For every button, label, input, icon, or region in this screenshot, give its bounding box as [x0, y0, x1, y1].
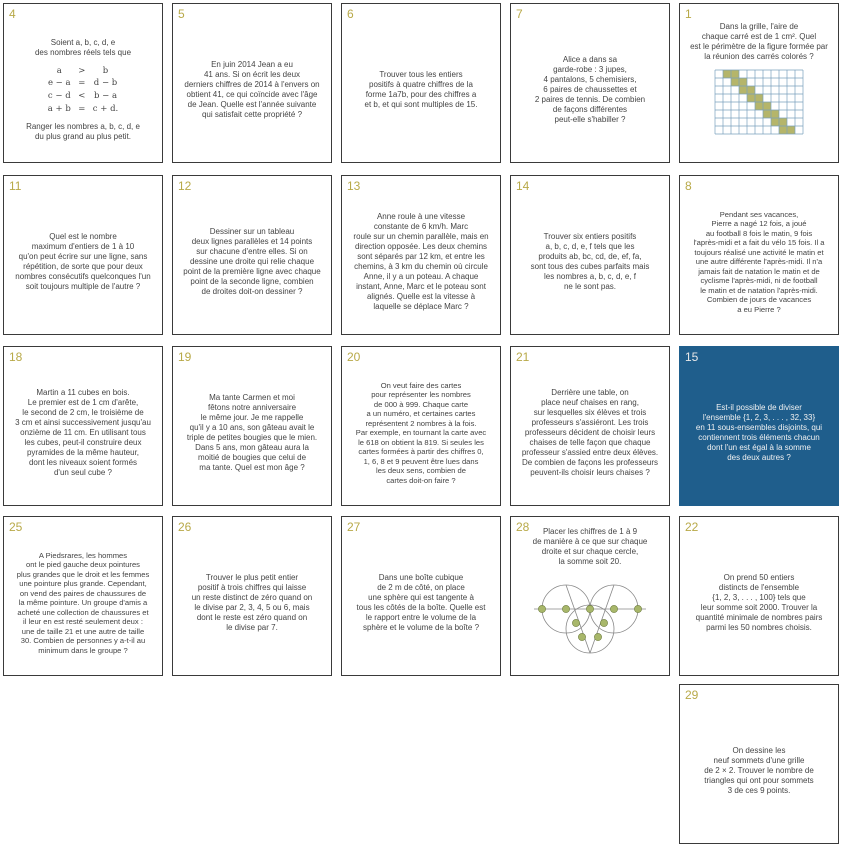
card-number: 25: [9, 520, 23, 534]
puzzle-card-15: [679, 346, 839, 506]
eq-right: c + d.: [92, 103, 119, 114]
card-number: 1: [685, 7, 692, 21]
card-text: On veut faire des cartes pour représenter les nombres de 000 à 999. Chaque carte a un numéro, et certaines cartes représentent 2 nombres à la fois. Par exemple, en tournant la carte avec le 618 on obtient la 819. Si seules les cartes formées à partir des chiffres 0, 1, 6, 8 et 9 peuvent être lues dans les deux sens, combien de cartes doit-on faire ?: [355, 380, 487, 485]
card-number: 22: [685, 520, 699, 534]
digit-slot: [634, 605, 641, 612]
puzzle-card-6: [341, 3, 501, 163]
puzzle-card-18: [3, 346, 163, 506]
card-text: Trouver six entiers positifs a, b, c, d, e, f tels que les produits ab, bc, cd, de, ef, fa, sont tous des cubes parfaits mais les nombres a, b, c, d, e, f ne le sont pas.: [530, 232, 650, 291]
card-number: 15: [685, 350, 699, 364]
colored-square: [787, 126, 795, 134]
card-text: Dans une boîte cubique de 2 m de côté, on place une sphère qui est tangente à tous les côtés de la boîte. Quelle est le rapport entre le volume de la sphère et le volume de la boîte ?: [356, 573, 486, 632]
card-number: 29: [685, 688, 699, 702]
digit-slot: [586, 605, 593, 612]
card-number: 5: [178, 7, 185, 21]
circles-and-lines-figure: [530, 571, 650, 659]
puzzle-card-20: [341, 346, 501, 506]
digit-slot: [600, 619, 607, 626]
card-text: Anne roule à une vitesse constante de 6 km/h. Marc roule sur un chemin parallèle, mais en direction opposée. Les deux chemins sont séparés par 12 km, et entre les chemins, à 3 km du chemin où circule Anne, il y a un poteau. A chaque instant, Anne, Marc et le poteau sont alignés. Quelle est la vitesse à laquelle se déplace Marc ?: [353, 212, 489, 311]
puzzle-card-28: [510, 516, 670, 676]
card-number: 27: [347, 520, 361, 534]
figure-line: [566, 585, 590, 653]
card-text: Dans la grille, l'aire de chaque carré est de 1 cm². Quel est le périmètre de la figure formée par la réunion des carrés colorés ?: [690, 22, 828, 61]
card-number: 12: [178, 179, 192, 193]
puzzle-card-8: [679, 175, 839, 335]
eq-left: a: [56, 65, 62, 76]
puzzle-card-29: [679, 684, 839, 844]
card-text: En juin 2014 Jean a eu 41 ans. Si on écrit les deux derniers chiffres de 2014 à l'envers on obtient 41, ce qui coïncide avec l'âge de Jean. Quelle est l'année suivante qui satisfait cette propriété ?: [184, 60, 320, 119]
colored-square: [747, 94, 755, 102]
card-number: 8: [685, 179, 692, 193]
card-text: Pendant ses vacances, Pierre a nagé 12 fois, a joué au football 8 fois le matin, 9 fois l'après-midi et a fait du vélo 15 fois. Il a toujours réalisé une activité le matin et une autre différente l'après-midi. Il n'a jamais fait de natation le matin et de cyclisme l'après-midi, ni de football le matin et de natation l'après-midi. Combien de jours de vacances a eu Pierre ?: [693, 209, 825, 314]
colored-square: [779, 126, 787, 134]
puzzle-card-22: [679, 516, 839, 676]
card-number: 6: [347, 7, 354, 21]
inequality-system: [48, 66, 118, 115]
eq-op: <: [78, 91, 86, 101]
puzzle-card-21: [510, 346, 670, 506]
colored-square: [731, 70, 739, 78]
card-number: 4: [9, 7, 16, 21]
card-text: Alice a dans sa garde-robe : 3 jupes, 4 pantalons, 5 chemisiers, 6 paires de chaussettes et 2 paires de tennis. De combien de façons différentes peut-elle s'habiller ?: [534, 55, 646, 124]
card-text: Ranger les nombres a, b, c, d, e du plus grand au plus petit.: [26, 122, 140, 142]
puzzle-card-19: [172, 346, 332, 506]
colored-square: [755, 102, 763, 110]
puzzle-card-27: [341, 516, 501, 676]
colored-square: [739, 78, 747, 86]
colored-square: [771, 110, 779, 118]
eq-op: =: [78, 103, 86, 114]
puzzle-card-13: [341, 175, 501, 335]
colored-square: [755, 94, 763, 102]
card-text: Est-il possible de diviser l'ensemble {1, 2, 3, . . . , 32, 33} en 11 sous-ensembles disjoints, qui contiennent trois éléments chacun dont l'un est égal à la somme des deux autres ?: [695, 403, 823, 462]
eq-left: c − d: [47, 91, 71, 101]
card-text: Soient a, b, c, d, e des nombres réels tels que: [34, 37, 132, 57]
puzzle-card-1: [679, 3, 839, 163]
puzzle-card-5: [172, 3, 332, 163]
digit-slot: [594, 633, 601, 640]
card-number: 13: [347, 179, 361, 193]
figure-line: [590, 585, 614, 653]
colored-square: [723, 70, 731, 78]
digit-slot: [562, 605, 569, 612]
card-text: Trouver tous les entiers positifs à quatre chiffres de la forme 1a7b, pour des chiffres a et b, et qui sont multiples de 15.: [364, 70, 478, 109]
card-text: Derrière une table, on place neuf chaises en rang, sur lesquelles six élèves et trois professeurs s'assiéront. Les trois professeurs décident de choisir leurs chaises de telle façon que chaque professeur s'assied entre deux élèves. De combien de façons les professeurs peuvent-ils choisir leurs chaises ?: [521, 388, 659, 477]
digit-slot: [610, 605, 617, 612]
colored-square: [763, 102, 771, 110]
digit-slot: [538, 605, 545, 612]
puzzle-card-11: [3, 175, 163, 335]
card-number: 18: [9, 350, 23, 364]
card-number: 7: [516, 7, 523, 21]
eq-right: d − b: [93, 78, 118, 89]
card-text: Placer les chiffres de 1 à 9 de manière à ce que sur chaque droite et sur chaque cercle, la somme soit 20.: [532, 527, 648, 566]
card-text: Martin a 11 cubes en bois. Le premier est de 1 cm d'arête, le second de 2 cm, le troisième de 3 cm et ainsi successivement jusqu'au onzième de 11 cm. En utilisant tous les cubes, peut-il construire deux pyramides de la même hauteur, dont les niveaux soient formés d'un seul cube ?: [15, 388, 151, 477]
card-number: 14: [516, 179, 530, 193]
colored-square: [763, 110, 771, 118]
colored-square: [747, 86, 755, 94]
card-number: 26: [178, 520, 192, 534]
card-number: 11: [9, 179, 22, 193]
card-text: On prend 50 entiers distincts de l'ensemble {1, 2, 3, . . . , 100} tels que leur somme soit 2000. Trouver la quantité minimale de nombres pairs parmi les 50 nombres choisis.: [695, 573, 823, 632]
puzzle-card-26: [172, 516, 332, 676]
colored-square: [739, 86, 747, 94]
colored-square: [771, 118, 779, 126]
puzzle-card-7: [510, 3, 670, 163]
eq-right: b − a: [93, 91, 118, 101]
puzzle-card-25: [3, 516, 163, 676]
colored-square: [731, 78, 739, 86]
digit-slot: [572, 619, 579, 626]
eq-op: >: [78, 65, 86, 76]
card-number: 21: [516, 350, 530, 364]
card-text: Ma tante Carmen et moi fêtons notre anniversaire le même jour. Je me rappelle qu'il y a 10 ans, son gâteau avait le triple de petites bougies que le mien. Dans 5 ans, mon gâteau aura la moitié de bougies que celui de ma tante. Quel est mon âge ?: [186, 393, 318, 472]
colored-square: [779, 118, 787, 126]
card-text: On dessine les neuf sommets d'une grille de 2 × 2. Trouver le nombre de triangles qui ont pour sommets 3 de ces 9 points.: [704, 746, 814, 795]
puzzle-card-12: [172, 175, 332, 335]
card-text: A Piedsrares, les hommes ont le pied gauche deux pointures plus grandes que le droit et les femmes une pointure plus grande. Cependant, on vend des paires de chaussures de la même pointure. Un groupe d'amis a acheté une collection de chaussures et il leur en est resté seulement deux : une de taille 21 et une autre de taille 30. Combien de personnes y a-t-il au minimum dans le groupe ?: [16, 550, 150, 655]
puzzle-card-14: [510, 175, 670, 335]
card-text: Dessiner sur un tableau deux lignes parallèles et 14 points sur chacune d'entre elles. Si on dessine une droite qui relie chaque point de la première ligne avec chaque point de la seconde ligne, combien de droites doit-on dessiner ?: [183, 227, 321, 296]
card-text: Quel est le nombre maximum d'entiers de 1 à 10 qu'on peut écrire sur une ligne, sans répétition, de sorte que pour deux nombres consécutifs quelconques l'un soit toujours multiple de l'autre ?: [15, 232, 151, 291]
colored-squares-grid: [713, 68, 805, 140]
eq-left: a + b: [47, 103, 71, 114]
card-number: 19: [178, 350, 192, 364]
card-number: 20: [347, 350, 361, 364]
eq-right: b: [102, 65, 109, 76]
card-text: Trouver le plus petit entier positif à trois chiffres qui laisse un reste distinct de zéro quand on le divise par 2, 3, 4, 5 ou 6, mais dont le reste est zéro quand on le divise par 7.: [191, 573, 313, 632]
eq-op: =: [78, 78, 86, 89]
puzzle-card-4: [3, 3, 163, 163]
card-number: 28: [516, 520, 530, 534]
eq-left: e − a: [47, 78, 71, 89]
digit-slot: [578, 633, 585, 640]
